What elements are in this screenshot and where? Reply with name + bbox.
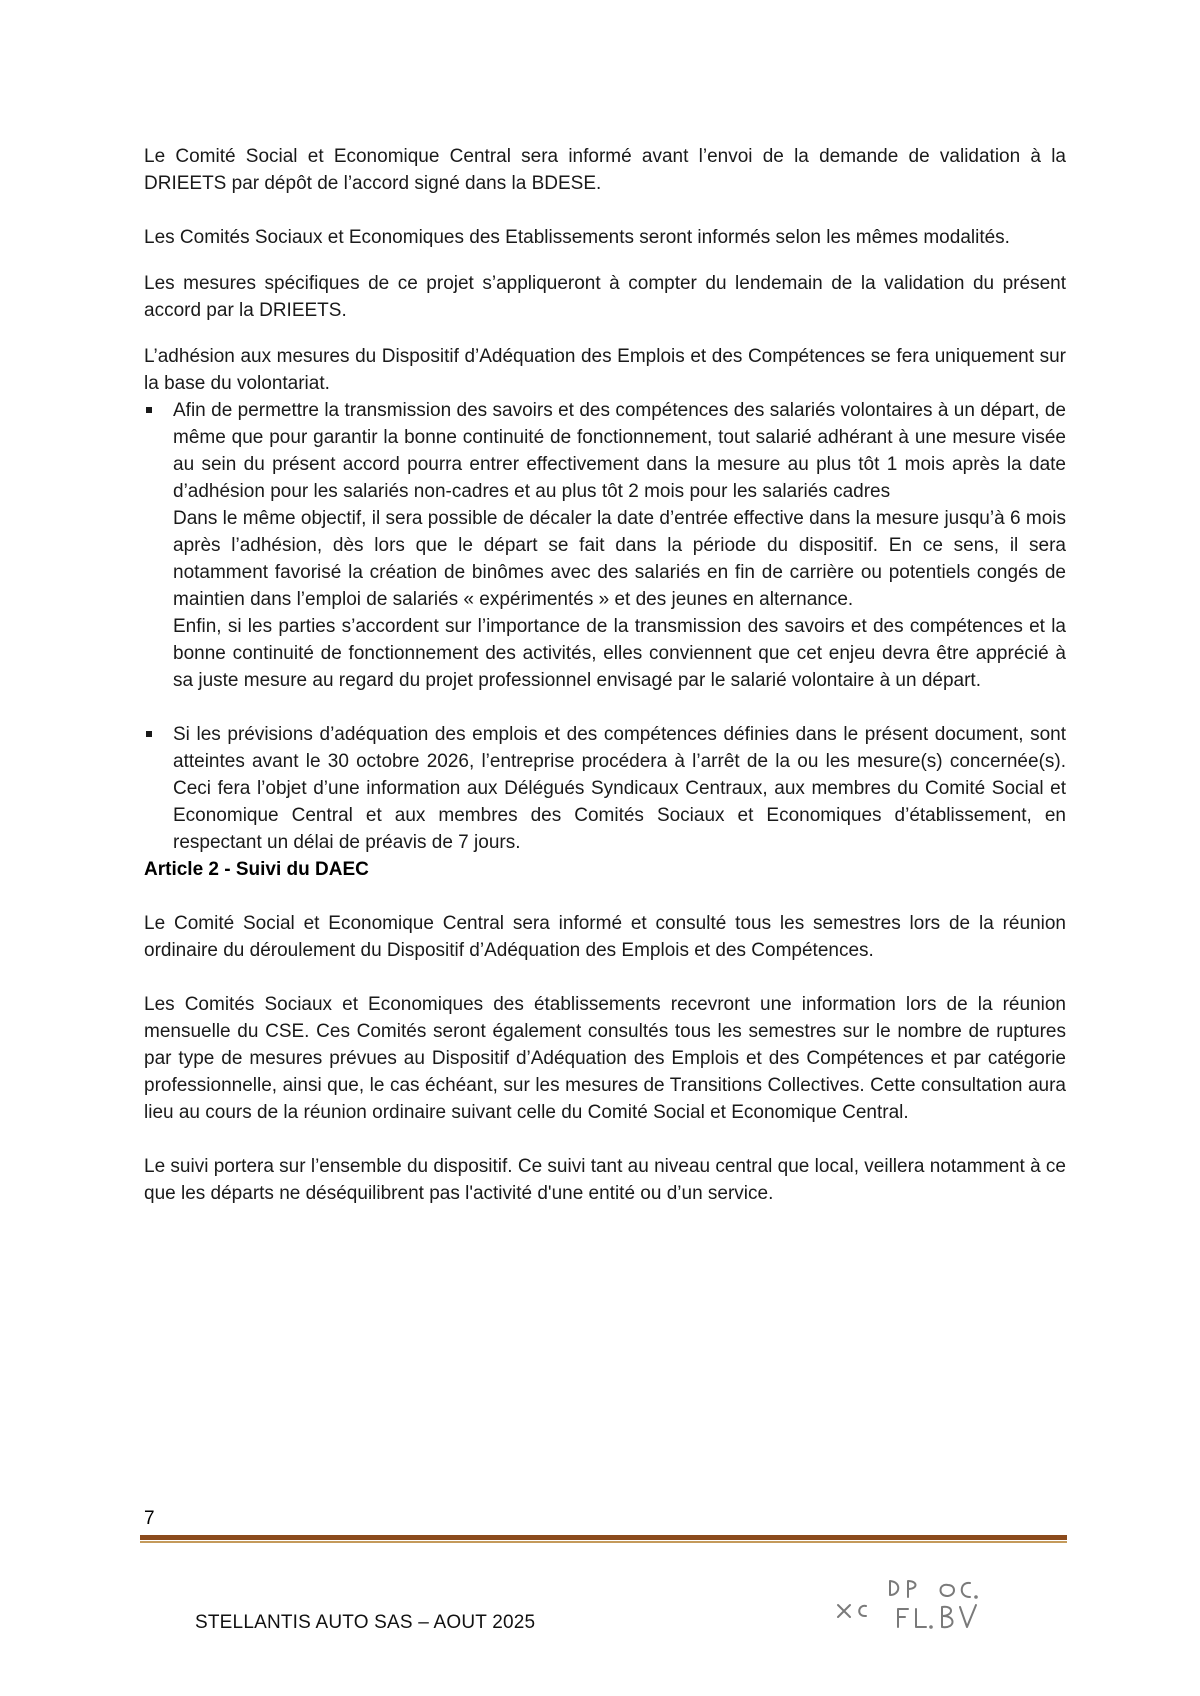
bullet-item-transmission [144,397,1066,694]
article-2-paragraph-2: Les Comités Sociaux et Economiques des établissements recevront une information lors de la réunion mensuelle du CSE. Ces Comités seront également consultés tous les semestres sur le nombre de ruptures par type de mesures prévues au Dispositif d’Adéquation des Emplois et des Compétences et par catégorie professionnelle, ainsi que, le cas échéant, sur les mesures de Transitions Collectives. Cette consultation aura lieu au cours de la réunion ordinaire suivant celle du Comité Social et Economique Central. [144,994,1066,1123]
intro-paragraph-2: Les Comités Sociaux et Economiques des Etablissements seront informés selon les mêmes modalités. [144,227,1010,248]
bullet-paragraph: Dans le même objectif, il sera possible de décaler la date d’entrée effective dans la mesure jusqu’à 6 mois après l’adhésion, dès lors que le départ se fait dans la période du dispositif. En ce sens, il sera notamment favorisé la création de binômes avec des salariés en fin de carrière ou potentiels congés de maintien dans l’emploi de salariés « expérimentés » et des jeunes en alternance. [173,508,1066,610]
intro-paragraph-4: L’adhésion aux mesures du Dispositif d’Adéquation des Emplois et des Compétences se fera uniquement sur la base du volontariat. [144,346,1066,394]
article-2-paragraph-1: Le Comité Social et Economique Central sera informé et consulté tous les semestres lors de la réunion ordinaire du déroulement du Dispositif d’Adéquation des Emplois et des Compétences. [144,913,1066,961]
page-content [144,143,1066,1207]
footer-rule-dark [140,1535,1067,1540]
intro-paragraph-1: Le Comité Social et Economique Central sera informé avant l’envoi de la demande de validation à la DRIEETS par dépôt de l’accord signé dans la BDESE. [144,146,1066,194]
footer-rule-light [140,1541,1067,1543]
measures-bullet-list [144,397,1066,856]
square-bullet-icon [146,407,152,413]
footer-company-date: STELLANTIS AUTO SAS – AOUT 2025 [195,1612,536,1633]
initials-signature-icon [830,1555,1010,1635]
page-number: 7 [144,1508,155,1529]
bullet-paragraph: Afin de permettre la transmission des savoirs et des compétences des salariés volontaires à un départ, de même que pour garantir la bonne continuité de fonctionnement, tout salarié adhérant à une mesure visée au sein du présent accord pourra entrer effectivement dans la mesure au plus tôt 1 mois après la date d’adhésion pour les salariés non-cadres et au plus tôt 2 mois pour les salariés cadres [173,400,1066,502]
bullet-paragraph: Enfin, si les parties s’accordent sur l’importance de la transmission des savoirs et des compétences et la bonne continuité de fonctionnement des activités, elles conviennent que cet enjeu devra être apprécié à sa juste mesure au regard du projet professionnel envisagé par le salarié volontaire à un départ. [173,616,1066,691]
article-2-heading: Article 2 - Suivi du DAEC [144,859,369,880]
intro-paragraph-3: Les mesures spécifiques de ce projet s’appliqueront à compter du lendemain de la validation du présent accord par la DRIEETS. [144,273,1066,321]
bullet-paragraph: Si les prévisions d’adéquation des emplois et des compétences définies dans le présent document, sont atteintes avant le 30 octobre 2026, l’entreprise procédera à l’arrêt de la ou les mesure(s) concernée(s). Ceci fera l’objet d’une information aux Délégués Syndicaux Centraux, aux membres du Comité Social et Economique Central et aux membres des Comités Sociaux et Economiques d’établissement, en respectant un délai de préavis de 7 jours. [173,724,1066,853]
handwritten-initials [830,1555,1010,1635]
article-2-paragraph-3: Le suivi portera sur l’ensemble du dispositif. Ce suivi tant au niveau central que local, veillera notamment à ce que les départs ne déséquilibrent pas l'activité d'une entité ou d’un service. [144,1156,1066,1204]
bullet-item-previsions [144,721,1066,856]
square-bullet-icon [146,731,152,737]
